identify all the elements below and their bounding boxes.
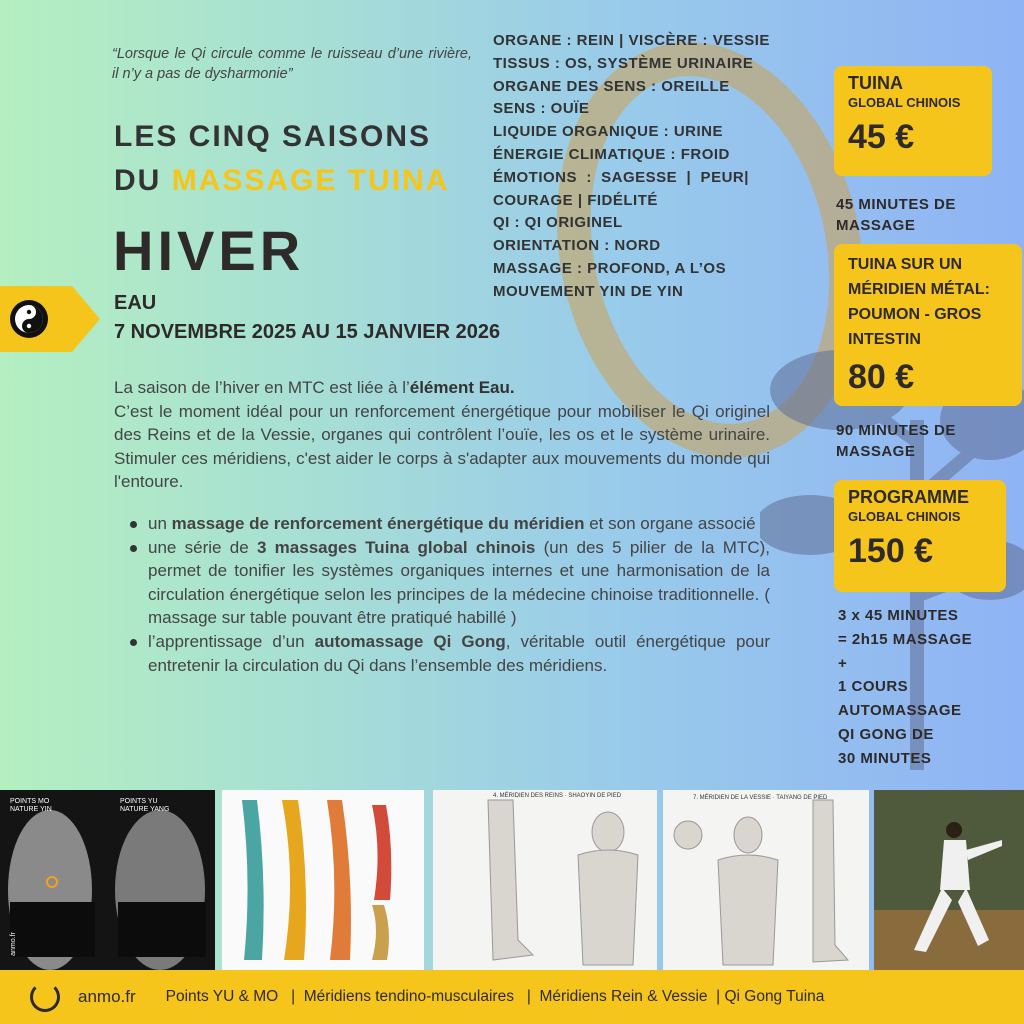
offer-title-line: POUMON - GROS [848,306,982,323]
offer-card-programme [834,480,1006,592]
duration-line: 3 x 45 MINUTES [838,607,959,624]
offer-duration [836,420,996,462]
duration-line: AUTOMASSAGE [838,702,962,720]
list-item [130,512,770,536]
season-title: HIVER [113,219,305,282]
photo-tendino-muscular[interactable] [222,790,424,970]
photo-bladder-meridian[interactable] [663,790,869,970]
footer-links[interactable]: Points YU & MO | Méridiens tendino-musculaires | Méridiens Rein & Vessie | Qi Gong Tuina [165,988,825,1005]
list-item [130,536,770,630]
bullet-text: un [148,514,172,533]
property-item: MASSAGE : PROFOND, A L’OS [493,259,727,277]
offer-subtitle: GLOBAL CHINOIS [848,509,961,524]
offer-title: TUINA [848,73,903,93]
offer-price: 150 € [848,532,934,570]
bullet-text: (un des 5 pilier de la MTC), permet de tonifier les systèmes organiques internes et une harmonisation de la circulation énergétique selon les principes de la médecine chinoise traditionnelle. ( massage sur table pouvant être pratiqué habillé ) [148,537,770,628]
duration-line: 90 MINUTES DE [836,422,956,439]
property-item: TISSUS : OS, SYSTÈME URINAIRE [493,54,754,72]
list-item [130,630,770,677]
element-label: EAU [114,292,157,314]
duration-line: + [838,654,848,672]
quote: “Lorsque le Qi circule comme le ruisseau d’une rivière, il n’y a pas de dysharmonie” [112,46,472,82]
photo-caption: 7. MÉRIDIEN DE LA VESSIE · TAIYANG DE PIED [693,795,828,801]
photo-kidney-meridian[interactable] [433,790,657,970]
photo-label: NATURE YANG [120,806,170,813]
season-dates: 7 NOVEMBRE 2025 AU 15 JANVIER 2026 [114,321,501,343]
property-item: LIQUIDE ORGANIQUE : URINE [493,123,724,141]
properties-list [493,30,773,304]
intro-paragraph: C’est le moment idéal pour un renforcement énergétique pour mobiliser le Qi originel des Reins et de la Vessie, organes qui contrôlent l’ouïe, les os et le système urinaire. Stimuler ces méridiens, c'est aider le corps à s'adapter aux mouvements du monde qui l'entoure. [114,401,770,492]
duration-line: 45 MINUTES DE [836,196,956,213]
photo-qi-gong[interactable] [874,790,1024,970]
property-item: COURAGE | FIDÉLITÉ [493,191,658,209]
offer-title-line: TUINA SUR UN [848,256,963,273]
benefits-list [130,512,770,677]
offer-title-line: INTESTIN [848,331,921,348]
duration-line: MASSAGE [836,443,916,460]
bullet-bold: massage de renforcement énergétique du méridien [171,514,585,533]
property-item: QI : QI ORIGINEL [493,214,623,232]
offer-card-tuina [834,66,992,176]
intro-text-part: La saison de l’hiver en MTC est liée à l’ [114,378,410,397]
intro-bold: élément Eau. [409,378,515,397]
duration-line: = 2h15 MASSAGE [838,630,973,648]
offer-title-line: MÉRIDIEN MÉTAL: [848,281,990,298]
title-line-2 [114,164,449,198]
title-accent: MASSAGE TUINA [171,164,450,197]
offer-subtitle: GLOBAL CHINOIS [848,95,961,110]
intro-line-1 [114,376,770,400]
property-item: ORIENTATION : NORD [493,237,661,255]
offer-duration [838,604,1018,771]
duration-line: QI GONG DE [838,725,934,743]
offer-card-meridian [834,244,1022,406]
property-item: ÉMOTIONS : SAGESSE | PEUR| [493,168,749,186]
offer-duration [836,194,996,236]
photo-label: POINTS YU [120,798,158,805]
photo-points-yu-mo[interactable] [0,790,215,970]
duration-line: 1 COURS [838,678,909,696]
anmo-logo-icon [30,982,60,1012]
property-item: ORGANE : REIN | VISCÈRE : VESSIE [493,32,770,49]
photo-label: NATURE YIN [10,806,52,813]
bullet-bold: automassage Qi Gong [314,631,506,651]
offer-price: 45 € [848,118,915,156]
duration-line: 30 MINUTES [838,749,932,767]
bullet-text: l’apprentissage d’un [148,631,315,651]
footer-site-link[interactable]: anmo.fr [78,987,136,1006]
property-item: ÉNERGIE CLIMATIQUE : FROID [493,145,730,163]
offer-price: 80 € [848,358,915,396]
duration-line: MASSAGE [836,217,916,234]
intro-text [114,376,770,494]
offer-title: PROGRAMME [848,487,969,507]
bullet-text: et son organe associé [584,514,756,533]
footer-bar [0,970,1024,1024]
photo-label: POINTS MO [10,798,50,805]
bullet-bold: 3 massages Tuina global chinois [256,537,536,557]
photo-strip [0,790,1024,970]
bullet-text: une série de [148,537,257,557]
title-line-1: LES CINQ SAISONS [114,120,432,153]
photo-caption: 4. MÉRIDIEN DES REINS · SHAOYIN DE PIED [493,793,622,799]
property-item: MOUVEMENT YIN DE YIN [493,282,684,300]
yin-yang-icon [10,300,48,338]
property-item: ORGANE DES SENS : OREILLE [493,77,730,95]
property-item: SENS : OUÏE [493,100,590,118]
title-prefix: DU [114,164,162,197]
photo-watermark: anmo.fr [9,932,17,956]
bullet-text: , véritable outil énergétique pour entretenir la circulation du Qi dans l’ensemble des méridiens. [148,631,770,675]
